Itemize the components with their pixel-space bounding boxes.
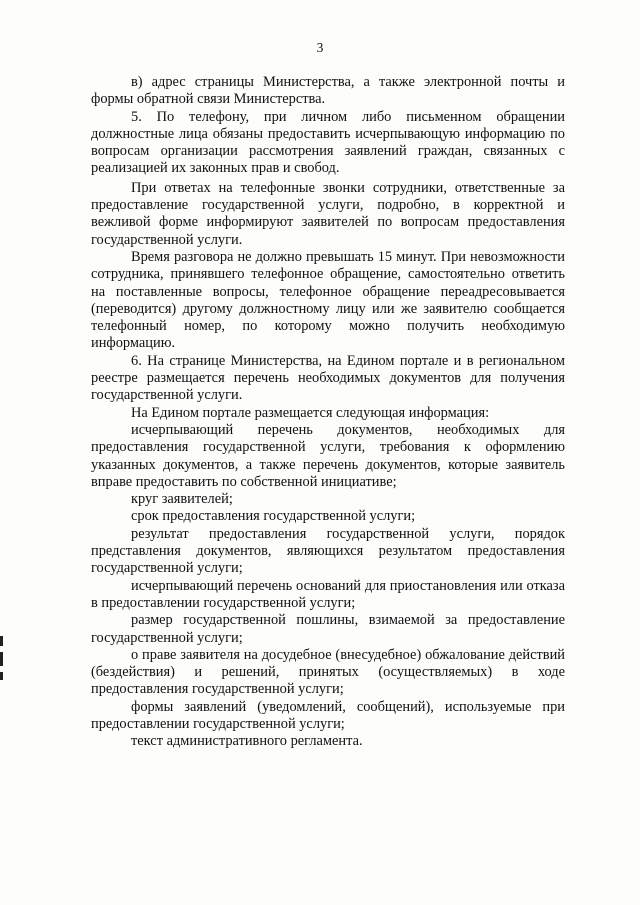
paragraph-item-5-phone-info: 5. По телефону, при личном либо письменном обращении должностные лица обязаны предоставить исчерпывающую информацию по вопросам организации рассмотрения заявлений граждан, связанных с реализацией их законных прав и свобод. <box>91 108 565 177</box>
paragraph-phone-answers: При ответах на телефонные звонки сотрудники, ответственные за предоставление государственной услуги, подробно, в корректной и вежливой форме информируют заявителей по вопросам предоставления государственной услуги. <box>91 179 565 248</box>
list-item-refusal-grounds: исчерпывающий перечень оснований для приостановления или отказа в предоставлении государственной услуги; <box>91 577 565 611</box>
paragraph-portal-info-intro: На Едином портале размещается следующая информация: <box>131 404 490 421</box>
paragraph-call-duration: Время разговора не должно превышать 15 минут. При невозможности сотрудника, принявшего телефонное обращение, самостоятельно ответить на поставленные вопросы, телефонное обращение переадресовывается (переводится) другому должностному лицу или же заявителю сообщается телефонный номер, по которому можно получить необходимую информацию. <box>91 248 565 352</box>
list-item-appeal-right: о праве заявителя на досудебное (внесудебное) обжалование действий (бездействия) и решений, принятых (осуществляемых) в ходе предоставления государственной услуги; <box>91 646 565 698</box>
list-item-service-term: срок предоставления государственной услуги; <box>131 508 416 525</box>
list-item-service-result: результат предоставления государственной услуги, порядок представления документов, являющихся результатом предоставления государственной услуги; <box>91 525 565 577</box>
list-item-regulation-text: текст административного регламента. <box>131 733 363 750</box>
page-number: 3 <box>316 40 324 55</box>
document-body <box>91 74 565 751</box>
list-item-state-fee: размер государственной пошлины, взимаемой за предоставление государственной услуги; <box>91 612 565 646</box>
list-item-applicants: круг заявителей; <box>131 491 233 508</box>
list-item-application-forms: формы заявлений (уведомлений, сообщений), используемые при предоставлении государственной услуги; <box>91 698 565 732</box>
paragraph-ministry-address: в) адрес страницы Министерства, а также электронной почты и формы обратной связи Министерства. <box>91 74 565 108</box>
scan-edge-mark <box>0 652 3 666</box>
paragraph-item-6-documents-list: 6. На странице Министерства, на Едином портале и в региональном реестре размещается перечень необходимых документов для получения государственной услуги. <box>91 352 565 404</box>
list-item-documents: исчерпывающий перечень документов, необходимых для предоставления государственной услуги, требования к оформлению указанных документов, а также перечень документов, которые заявитель вправе предоставить по собственной инициативе; <box>91 421 565 490</box>
scan-edge-mark <box>0 636 3 646</box>
scan-edge-mark <box>0 672 3 680</box>
